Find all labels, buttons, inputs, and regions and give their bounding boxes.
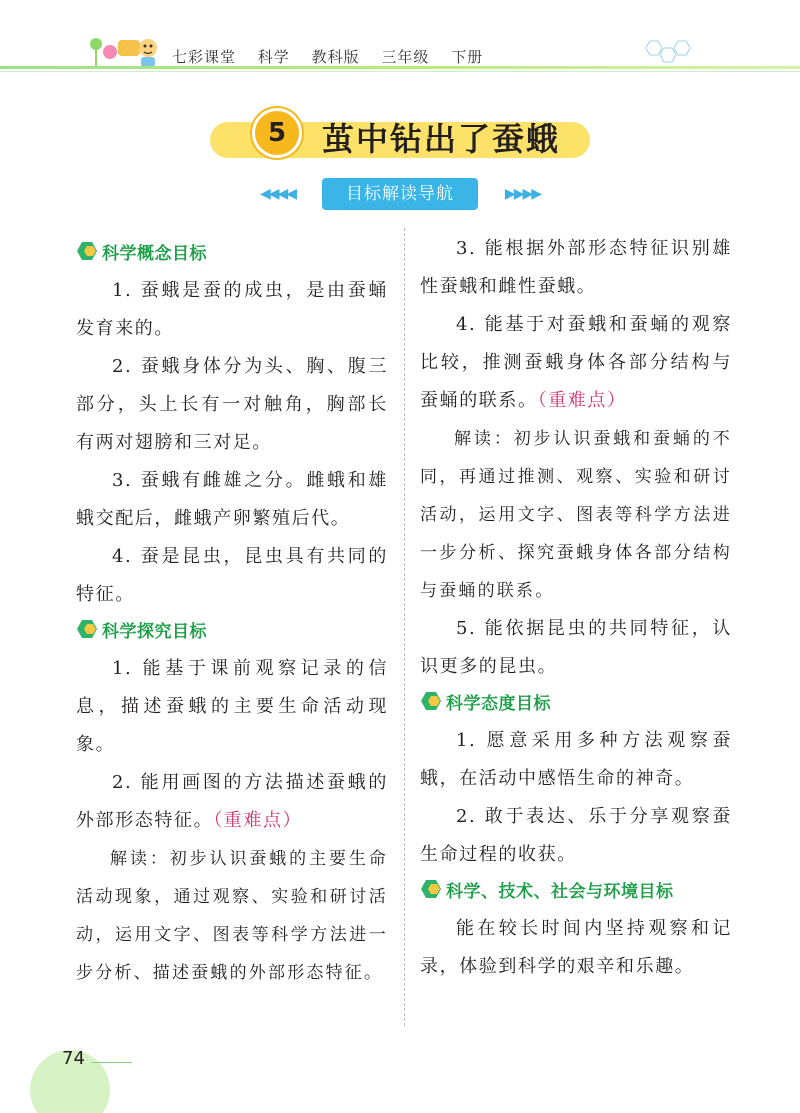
page-header [0,0,800,80]
hexagon-decoration-icon [640,38,700,68]
section-heading [420,686,732,716]
right-arrows-icon: ▶▶▶▶ [504,186,540,202]
hexagon-bullet-icon [76,618,98,640]
objective-text [420,306,732,420]
header-breadcrumb [172,46,499,67]
objective-text: 3. 蚕蛾有雌雄之分。雌蛾和雄蛾交配后，雌蛾产卵繁殖后代。 [76,470,388,529]
header-brand: 七彩课堂 [172,48,237,66]
lesson-title: 茧中钻出了蚕蛾 [322,120,561,158]
left-column [76,236,388,992]
lesson-number: 5 [252,108,302,158]
key-point-tag: （重难点） [213,810,303,831]
section-nav-heading [260,178,540,210]
left-arrows-icon: ◀◀◀◀ [260,186,296,202]
objective-body: 4. 能基于对蚕蛾和蚕蛹的观察比较，推测蚕蛾身体各部分结构与蚕蛹的联系。 [420,314,732,411]
key-point-tag: （重难点） [537,390,627,411]
objective-text: 1. 能基于课前观察记录的信息，描述蚕蛾的主要生命活动现象。 [76,658,388,755]
hexagon-bullet-icon [420,690,442,712]
objective-text: 2. 敢于表达、乐于分享观察蚕生命过程的收获。 [420,806,732,865]
header-grade: 三年级 [381,48,430,66]
objective-text [76,764,388,840]
objective-text: 4. 蚕是昆虫，昆虫具有共同的特征。 [76,546,388,605]
section-heading [76,614,388,644]
brand-logo-icon [86,30,164,70]
header-volume: 下册 [451,48,484,66]
objective-text: 2. 蚕蛾身体分为头、胸、腹三部分，头上长有一对触角，胸部长有两对翅膀和三对足。 [76,356,388,453]
objective-text: 5. 能依据昆虫的共同特征，认识更多的昆虫。 [420,618,732,677]
section-heading [420,874,732,904]
section-heading [76,236,388,266]
hexagon-bullet-icon [76,240,98,262]
nav-label: 目标解读导航 [322,178,478,210]
header-subject: 科学 [257,48,290,66]
right-column [420,230,732,986]
section-title: 科学态度目标 [446,693,551,714]
page-number: 74 [62,1048,85,1069]
header-rule-thin [0,71,800,72]
page-number-badge [30,1036,120,1086]
header-rule [0,66,800,69]
column-divider [404,228,405,1026]
section-title: 科学、技术、社会与环境目标 [446,881,674,902]
objective-text: 1. 蚕蛾是蚕的成虫，是由蚕蛹发育来的。 [76,280,388,339]
objective-text: 1. 愿意采用多种方法观察蚕蛾，在活动中感悟生命的神奇。 [420,730,732,789]
interpretation-note: 解读：初步认识蚕蛾和蚕蛹的不同，再通过推测、观察、实验和研讨活动，运用文字、图表等科学方法进一步分析、探究蚕蛾身体各部分结构与蚕蛹的联系。 [420,429,732,601]
objective-text: 能在较长时间内坚持观察和记录，体验到科学的艰辛和乐趣。 [420,918,732,977]
interpretation-note: 解读：初步认识蚕蛾的主要生命活动现象，通过观察、实验和研讨活动，运用文字、图表等科学方法进一步分析、描述蚕蛾的外部形态特征。 [76,849,388,983]
page-number-rule [92,1062,132,1063]
section-title: 科学探究目标 [102,621,207,642]
objective-text: 3. 能根据外部形态特征识别雄性蚕蛾和雌性蚕蛾。 [420,238,732,297]
section-title: 科学概念目标 [102,243,207,264]
header-edition: 教科版 [311,48,360,66]
objective-body: 2. 能用画图的方法描述蚕蛾的外部形态特征。 [76,772,388,831]
lesson-title-banner [210,108,590,158]
hexagon-bullet-icon [420,878,442,900]
